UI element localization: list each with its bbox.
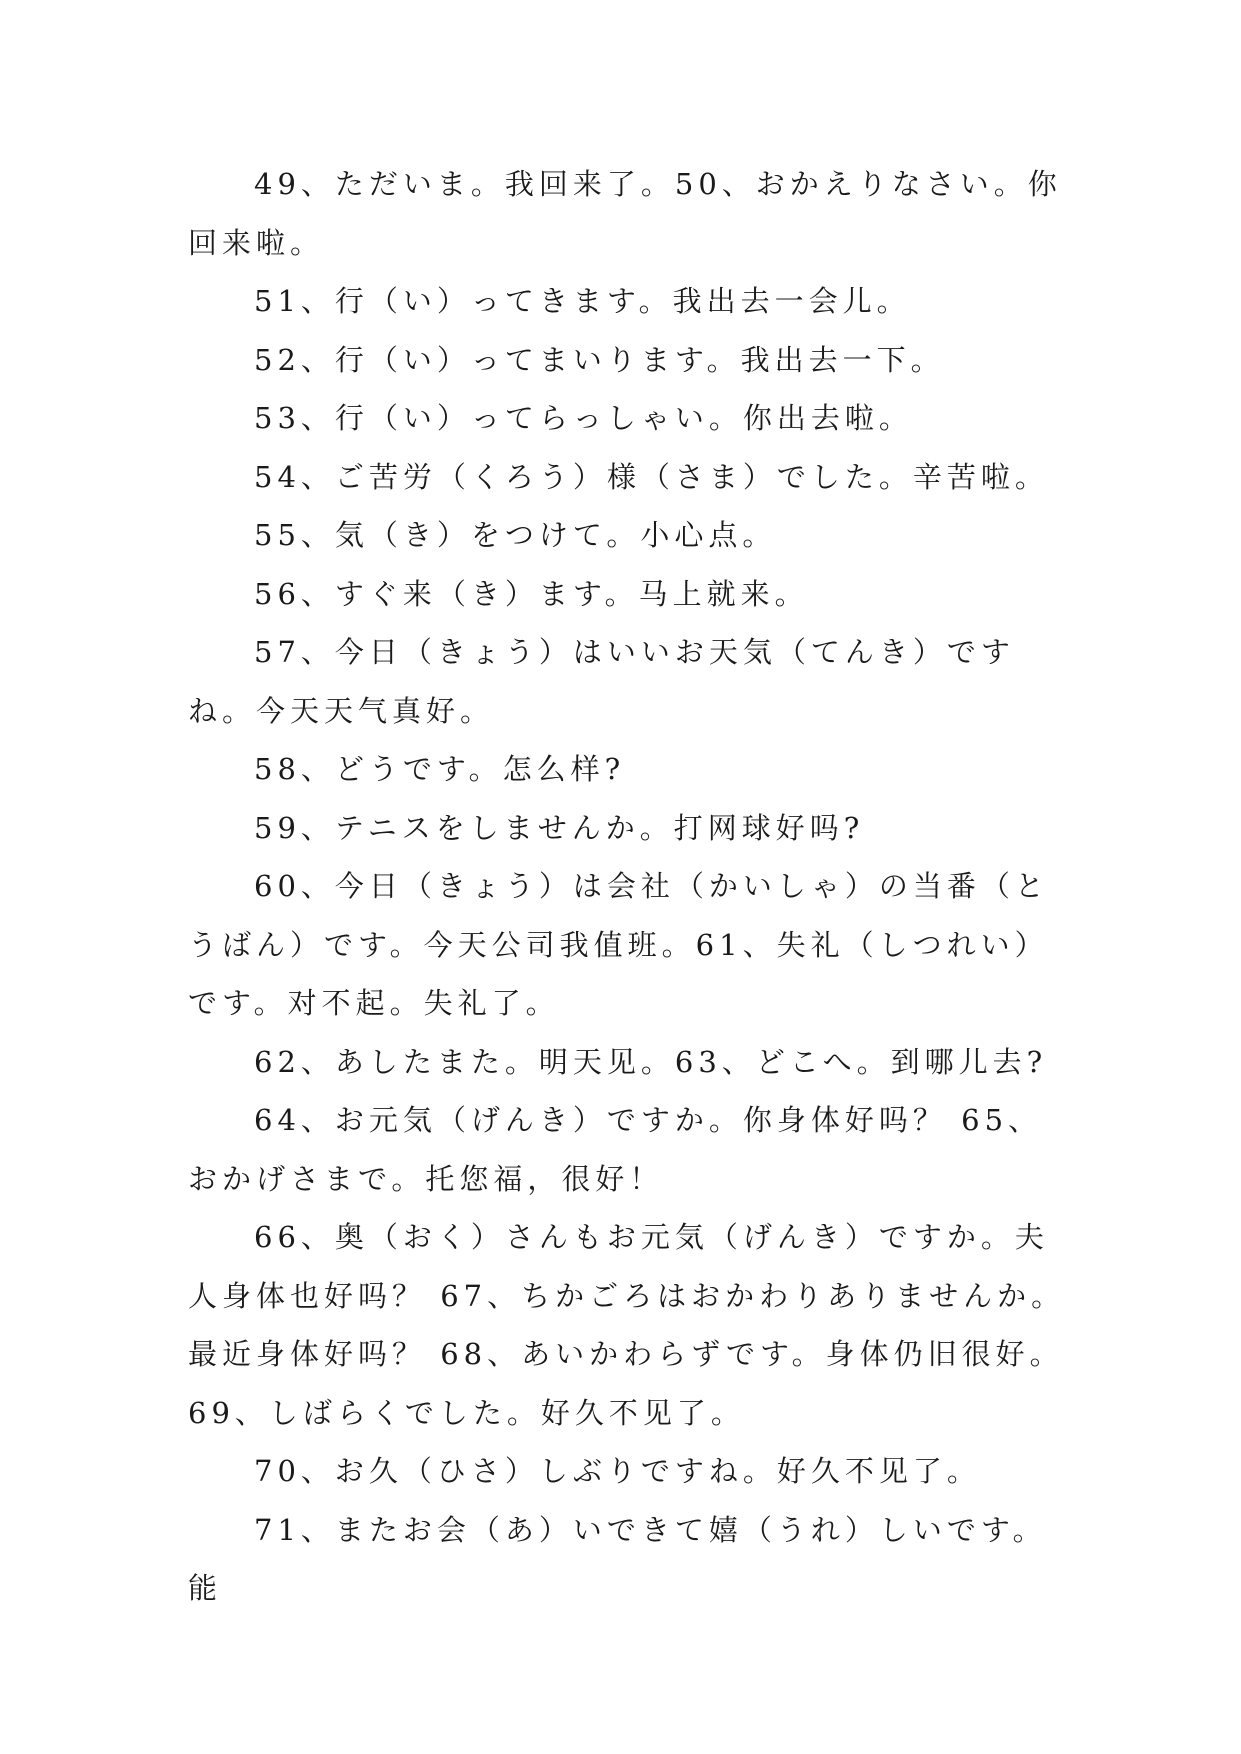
paragraph-62-63: 62、あしたまた。明天见。63、どこへ。到哪儿去? bbox=[254, 1044, 1048, 1079]
paragraph-53: 53、行（い）ってらっしゃい。你出去啦。 bbox=[254, 401, 913, 435]
paragraph-49-50: 49、ただいま。我回来了。50、おかえりなさい。你回来啦。 bbox=[188, 167, 1062, 260]
paragraph-57: 57、今日（きょう）はいいお天気（てんき）ですね。今天天气真好。 bbox=[188, 635, 1015, 728]
paragraph-64-65: 64、お元気（げんき）ですか。你身体好吗？ 65、おかげさまで。托您福，很好！ bbox=[188, 1103, 1043, 1196]
paragraph-54: 54、ご苦労（くろう）様（さま）でした。辛苦啦。 bbox=[254, 459, 1049, 494]
paragraph-71: 71、またお会（あ）いできて嬉（うれ）しいです。能 bbox=[188, 1512, 1047, 1605]
paragraph-58: 58、どうです。怎么样? bbox=[254, 752, 626, 786]
document-body bbox=[188, 155, 1068, 1618]
paragraph-56: 56、すぐ来（き）ます。马上就来。 bbox=[254, 576, 809, 611]
paragraph-60-61: 60、今日（きょう）は会社（かいしゃ）の当番（とうばん）です。今天公司我值班。61、失礼（しつれい）です。对不起。失礼了。 bbox=[188, 869, 1049, 1020]
paragraph-52: 52、行（い）ってまいります。我出去一下。 bbox=[254, 342, 945, 377]
paragraph-51: 51、行（い）ってきます。我出去一会儿。 bbox=[254, 284, 911, 318]
paragraph-55: 55、気（き）をつけて。小心点。 bbox=[254, 518, 777, 552]
paragraph-70: 70、お久（ひさ）しぶりですね。好久不见了。 bbox=[254, 1454, 981, 1488]
paragraph-66-69: 66、奥（おく）さんもお元気（げんき）ですか。夫人身体也好吗？ 67、ちかごろはおかわりありませんか。最近身体好吗？ 68、あいかわらずです。身体仍旧很好。69、しばらくでした。好久不见了。 bbox=[188, 1220, 1066, 1430]
paragraph-59: 59、テニスをしませんか。打网球好吗? bbox=[254, 810, 865, 845]
